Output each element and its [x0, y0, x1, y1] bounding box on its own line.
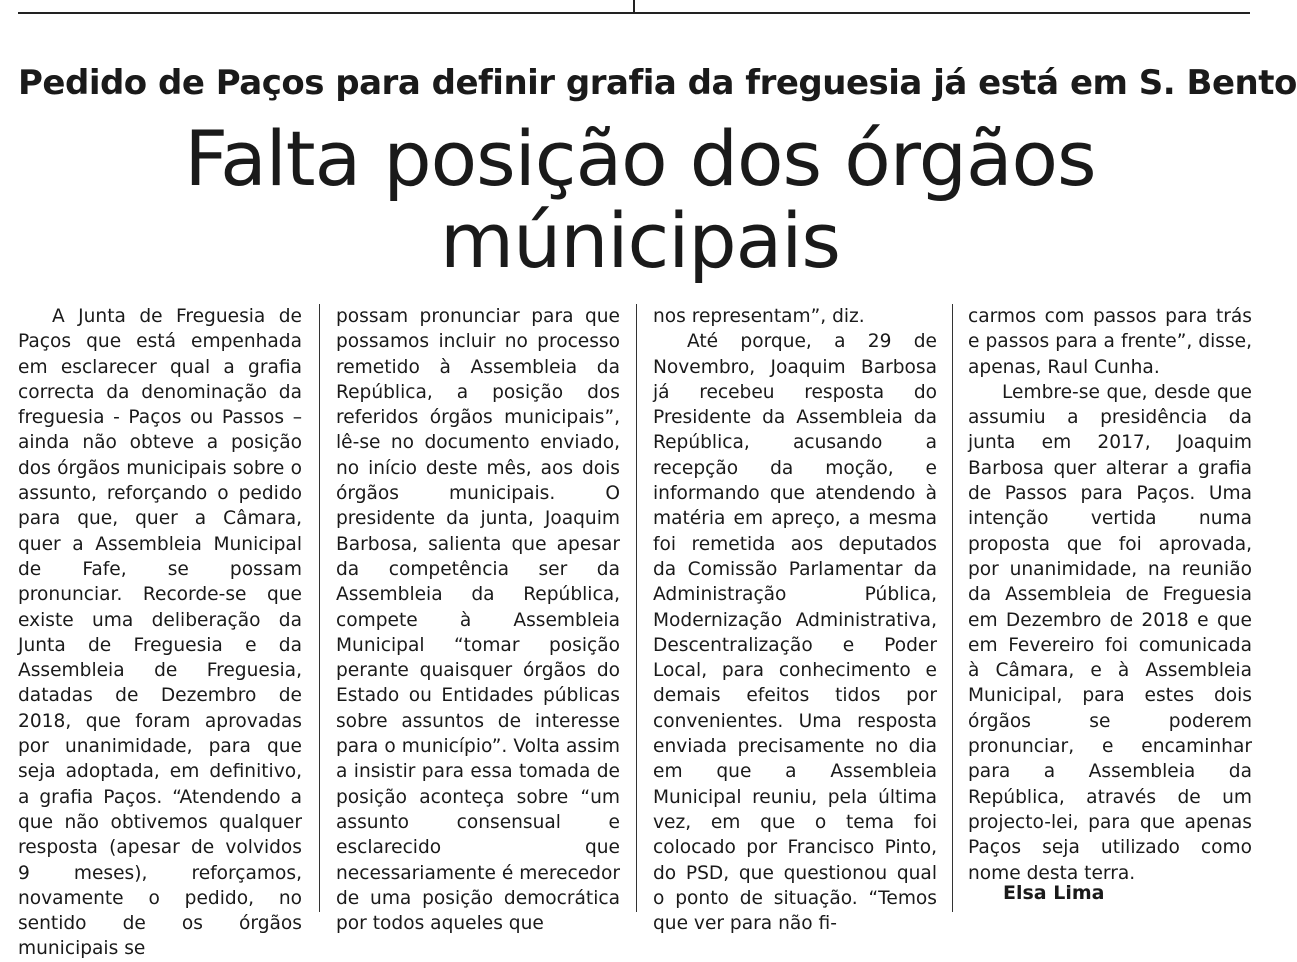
column-divider-1	[319, 304, 320, 912]
top-rule	[18, 12, 1250, 14]
column-divider-2	[636, 304, 637, 912]
article-column-4	[968, 304, 1252, 914]
article-headline	[0, 114, 1280, 285]
article-column-1	[18, 304, 302, 960]
column-3-paragraph-2: Até porque, a 29 de Novembro, Joaquim Barbosa já recebeu resposta do Presidente da Assembleia da República, acusando a recepção da moção, e informando que atendendo à matéria em apreço, a mesma foi remetida aos deputados da Comissão Parlamentar da Administração Pública, Modernização Administrativa, Descentralização e Poder Local, para conhecimento e demais efeitos tidos por convenientes. Uma resposta enviada precisamente no dia em que a Assembleia Municipal reuniu, pela última vez, em que o tema foi colocado por Francisco Pinto, do PSD, que questionou qual o ponto de situação. “Temos que ver para não fi-	[653, 331, 937, 935]
column-4-paragraph-2: Lembre-se que, desde que assumiu a presidência da junta em 2017, Joaquim Barbosa quer alterar a grafia de Passos para Paços. Uma intenção vertida numa proposta que foi aprovada, por unanimidade, na reunião da Assembleia de Freguesia em Dezembro de 2018 e que em Fevereiro foi comunicada à Câmara, e à Assembleia Municipal, para estes dois órgãos se poderem pronunciar, e encaminhar para a Assembleia da República, através de um projecto-lei, para que apenas Paços seja utilizado como nome desta terra.	[968, 381, 1252, 884]
column-2-paragraph-1: possam pronunciar para que possamos incluir no processo remetido à Assembleia da República, a posição dos referidos órgãos municipais”, lê-se no documento enviado, no início deste mês, aos dois órgãos municipais. O presidente da junta, Joaquim Barbosa, salienta que apesar da competência ser da Assembleia da República, compete à Assembleia Municipal “tomar posição perante quaisquer órgãos do Estado ou Entidades públicas sobre assuntos de interesse para o município”. Volta assim a insistir para essa tomada de posição aconteça sobre “um assunto consensual e esclarecido que necessariamente é merecedor de uma posição democrática por todos aqueles que	[336, 306, 620, 935]
article-column-2	[336, 304, 620, 935]
column-4-paragraph-1: carmos com passos para trás e passos para a frente”, disse, apenas, Raul Cunha.	[968, 306, 1252, 378]
article-column-3	[653, 304, 937, 935]
column-3-paragraph-1: nos representam”, diz.	[653, 306, 865, 327]
top-column-tick	[633, 0, 635, 12]
column-1-paragraph-1: A Junta de Freguesia de Paços que está empenhada em esclarecer qual a grafia correcta da denominação da freguesia - Paços ou Passos – ainda não obteve a posição dos órgãos municipais sobre o assunto, reforçando o pedido para que, quer a Câmara, quer a Assembleia Municipal de Fafe, se possam pronunciar. Recorde-se que existe uma deliberação da Junta de Freguesia e da Assembleia de Freguesia, datadas de Dezembro de 2018, que foram aprovadas por unanimidade, para que seja adoptada, em definitivo, a grafia Paços. “Atendendo a que não obtivemos qualquer resposta (apesar de volvidos 9 meses), reforçamos, novamente o pedido, no sentido de os órgãos municipais se	[18, 306, 302, 960]
column-divider-3	[952, 304, 953, 912]
article-byline: Elsa Lima	[1003, 882, 1105, 904]
headline-line-1: Falta posição dos órgãos	[184, 114, 1096, 203]
article-kicker: Pedido de Paços para definir grafia da freguesia já está em S. Bento	[18, 63, 1297, 103]
headline-line-2: múnicipais	[440, 196, 840, 285]
